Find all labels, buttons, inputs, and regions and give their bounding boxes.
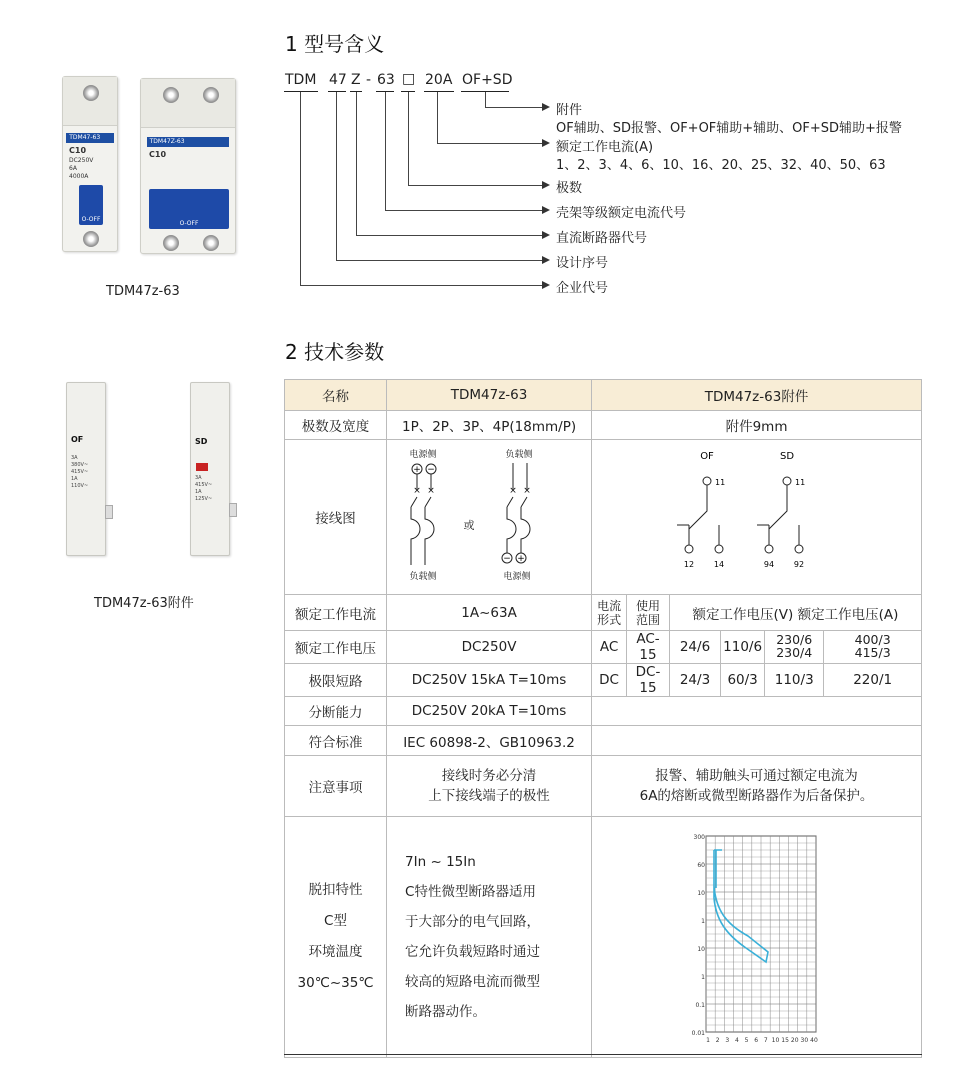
dc-v2-cell: 60/3 <box>721 664 765 697</box>
table-row <box>285 440 922 595</box>
svg-text:−: − <box>427 465 435 475</box>
curve-y-tick: 0.1 <box>694 1002 705 1009</box>
table-row <box>285 697 922 726</box>
trip-curve-chart <box>692 828 822 1046</box>
col-breaker: TDM47z-63 <box>387 380 592 411</box>
spec-table <box>284 379 922 1058</box>
code-part-47: 47 <box>329 72 347 88</box>
accessory-sd-label: SD <box>195 437 208 446</box>
terminal-11: 11 <box>794 478 805 487</box>
col-accessory: TDM47z-63附件 <box>592 380 922 411</box>
trip-labels: 脱扣特性 C型 环境温度 30℃~35℃ <box>285 817 387 1058</box>
sd-label: SD <box>779 451 794 462</box>
dc-cell: DC <box>592 664 627 697</box>
accessory-of-photo <box>66 382 106 556</box>
table-row <box>285 631 922 664</box>
ac-v2-cell: 110/6 <box>721 631 765 664</box>
wiring-label: 接线图 <box>285 440 387 595</box>
ac-cell: AC <box>592 631 627 664</box>
table-row <box>285 411 922 440</box>
breaker-lever: O-OFF <box>79 185 103 225</box>
breaker-band: TDM47Z-63 <box>147 137 230 147</box>
notes-left: 接线时务必分清 上下接线端子的极性 <box>387 756 592 817</box>
breaker-2p-photo <box>140 78 236 254</box>
accessory-spec: 380V~ <box>71 462 89 468</box>
col-name: 名称 <box>285 380 387 411</box>
table-row <box>285 726 922 756</box>
curve-x-tick: 3 <box>724 1037 729 1044</box>
breaker-caption: TDM47z-63 <box>106 284 180 299</box>
code-part-box: □ <box>402 71 416 87</box>
desc-frame: 壳架等级额定电流代号 <box>556 206 687 221</box>
ac-v1-cell: 24/6 <box>669 631 720 664</box>
curve-x-tick: 1 <box>705 1037 710 1044</box>
breaker-spec-3: 4000A <box>69 173 89 180</box>
curve-y-tick: 1 <box>700 974 705 981</box>
table-row <box>285 664 922 697</box>
dc-v1-cell: 24/3 <box>669 664 720 697</box>
accessory-spec: 415V~ <box>71 469 89 475</box>
breaker-lever: O-OFF <box>149 189 229 229</box>
svg-text:−: − <box>503 554 511 564</box>
table-row <box>285 756 922 817</box>
section1-title: 1 型号含义 <box>285 32 385 56</box>
notes-label: 注意事项 <box>285 756 387 817</box>
standard-value: IEC 60898-2、GB10963.2 <box>387 726 592 756</box>
curve-x-tick: 40 <box>809 1037 818 1044</box>
desc-attachment: 附件 <box>556 103 583 118</box>
desc-design: 设计序号 <box>556 256 609 271</box>
accessory-spec: 415V~ <box>195 482 213 488</box>
breaking-label: 分断能力 <box>285 697 387 726</box>
table-bottom-line <box>284 1054 922 1055</box>
svg-text:×: × <box>427 486 435 496</box>
trip-text: 7In ~ 15In C特性微型断路器适用 于大部分的电气回路， 它允许负载短路时通过 较高的短路电流而微型 断路器动作。 <box>387 817 592 1058</box>
accessory-of-label: OF <box>71 435 84 444</box>
curve-y-tick: 10 <box>696 890 705 897</box>
svg-text:×: × <box>523 486 531 496</box>
voltage-value: DC250V <box>387 631 592 664</box>
accessory-indicator <box>196 463 208 471</box>
svg-text:×: × <box>509 486 517 496</box>
standard-label: 符合标准 <box>285 726 387 756</box>
desc-rated-current: 额定工作电流(A) <box>556 140 654 155</box>
code-part-dash: - <box>366 72 372 88</box>
accessory-spec: 1A <box>195 489 202 495</box>
curve-x-tick: 5 <box>744 1037 748 1044</box>
screw-icon <box>163 87 179 103</box>
short-label: 极限短路 <box>285 664 387 697</box>
accessory-spec: 3A <box>195 475 202 481</box>
screw-icon <box>163 235 179 251</box>
curve-y-tick: 1 <box>700 918 705 925</box>
breaker-wiring-diagram <box>389 445 589 585</box>
accessory-spec: 125V~ <box>195 496 213 502</box>
curve-y-tick: 10 <box>696 946 705 953</box>
dc-v3-cell: 110/3 <box>765 664 824 697</box>
wiring-diagram-accessory <box>592 440 922 595</box>
curve-y-tick: 0.01 <box>691 1030 705 1037</box>
source-side-label: 电源侧 <box>503 572 531 582</box>
table-row <box>285 595 922 631</box>
curve-y-tick: 300 <box>693 834 705 841</box>
wiring-diagram-breaker <box>387 440 592 595</box>
curve-x-tick: 20 <box>790 1037 799 1044</box>
dc-v4-cell: 220/1 <box>824 664 922 697</box>
poles-value: 1P、2P、3P、4P(18mm/P) <box>387 411 592 440</box>
accessory-spec: 3A <box>71 455 78 461</box>
short-value: DC250V 15kA T=10ms <box>387 664 592 697</box>
breaker-band: TDM47-63 <box>66 133 114 143</box>
use-range-header: 使用 范围 <box>627 595 670 631</box>
curve-x-tick: 4 <box>734 1037 739 1044</box>
curve-x-tick: 7 <box>763 1037 768 1044</box>
or-label: 或 <box>463 519 475 532</box>
ac-range-cell: AC-15 <box>627 631 670 664</box>
load-side-label: 负载侧 <box>505 450 533 460</box>
rated-header: 额定工作电压(V) 额定工作电压(A) <box>669 595 921 631</box>
screw-icon <box>83 85 99 101</box>
breaker-rating: C10 <box>69 146 87 155</box>
ac-v4-cell: 400/3 415/3 <box>824 631 922 664</box>
empty-cell <box>592 697 922 726</box>
curve-x-tick: 6 <box>753 1037 758 1044</box>
accessory-wiring-diagram <box>647 445 867 585</box>
curve-x-tick: 10 <box>771 1037 779 1044</box>
svg-text:+: + <box>413 465 421 475</box>
breaker-rating: C10 <box>149 150 167 159</box>
curve-x-tick: 2 <box>715 1037 720 1044</box>
source-side-label: 电源侧 <box>409 450 437 460</box>
dc-range-cell: DC-15 <box>627 664 670 697</box>
code-part-ofsd: OF+SD <box>462 72 513 88</box>
accessory-sd-photo <box>190 382 230 556</box>
curve-y-tick: 60 <box>696 862 705 869</box>
screw-icon <box>83 231 99 247</box>
desc-poles: 极数 <box>556 181 583 196</box>
code-part-63: 63 <box>377 72 395 88</box>
ac-v3-cell: 230/6 230/4 <box>765 631 824 664</box>
screw-icon <box>203 235 219 251</box>
accessory-spec: 1A <box>71 476 78 482</box>
table-row <box>285 380 922 411</box>
section2-title: 2 技术参数 <box>285 340 385 364</box>
screw-icon <box>203 87 219 103</box>
terminal-94: 94 <box>763 560 774 569</box>
empty-cell <box>592 726 922 756</box>
table-row <box>285 817 922 1058</box>
desc-attachment-detail: OF辅助、SD报警、OF+OF辅助+辅助、OF+SD辅助+报警 <box>556 121 902 136</box>
breaker-1p-photo <box>62 76 118 252</box>
accessory-caption: TDM47z-63附件 <box>94 596 194 611</box>
poles-label: 极数及宽度 <box>285 411 387 440</box>
poles-accessory: 附件9mm <box>592 411 922 440</box>
code-part-z: Z <box>351 72 361 88</box>
terminal-12: 12 <box>683 560 694 569</box>
desc-dc: 直流断路器代号 <box>556 231 648 246</box>
current-value: 1A~63A <box>387 595 592 631</box>
breaking-value: DC250V 20kA T=10ms <box>387 697 592 726</box>
notes-right: 报警、辅助触头可通过额定电流为 6A的熔断或微型断路器作为后备保护。 <box>592 756 922 817</box>
code-part-20a: 20A <box>425 72 453 88</box>
breaker-spec-2: 6A <box>69 165 77 172</box>
curve-x-tick: 15 <box>780 1037 789 1044</box>
accessory-spec: 110V~ <box>71 483 89 489</box>
trip-curve-cell <box>592 817 922 1058</box>
current-label: 额定工作电流 <box>285 595 387 631</box>
svg-text:×: × <box>413 486 421 496</box>
terminal-14: 14 <box>713 560 724 569</box>
terminal-11: 11 <box>714 478 725 487</box>
breaker-spec-1: DC250V <box>69 157 94 164</box>
accessory-handle <box>105 505 113 519</box>
terminal-92: 92 <box>793 560 804 569</box>
of-label: OF <box>699 451 714 462</box>
curve-x-tick: 30 <box>800 1037 808 1044</box>
accessory-handle <box>229 503 237 517</box>
desc-company: 企业代号 <box>556 281 609 296</box>
voltage-label: 额定工作电压 <box>285 631 387 664</box>
desc-rated-current-values: 1、2、3、4、6、10、16、20、25、32、40、50、63 <box>556 158 886 173</box>
code-part-tdm: TDM <box>285 72 317 88</box>
svg-text:+: + <box>517 554 525 564</box>
current-form-header: 电流 形式 <box>592 595 627 631</box>
load-side-label: 负载侧 <box>409 572 437 582</box>
